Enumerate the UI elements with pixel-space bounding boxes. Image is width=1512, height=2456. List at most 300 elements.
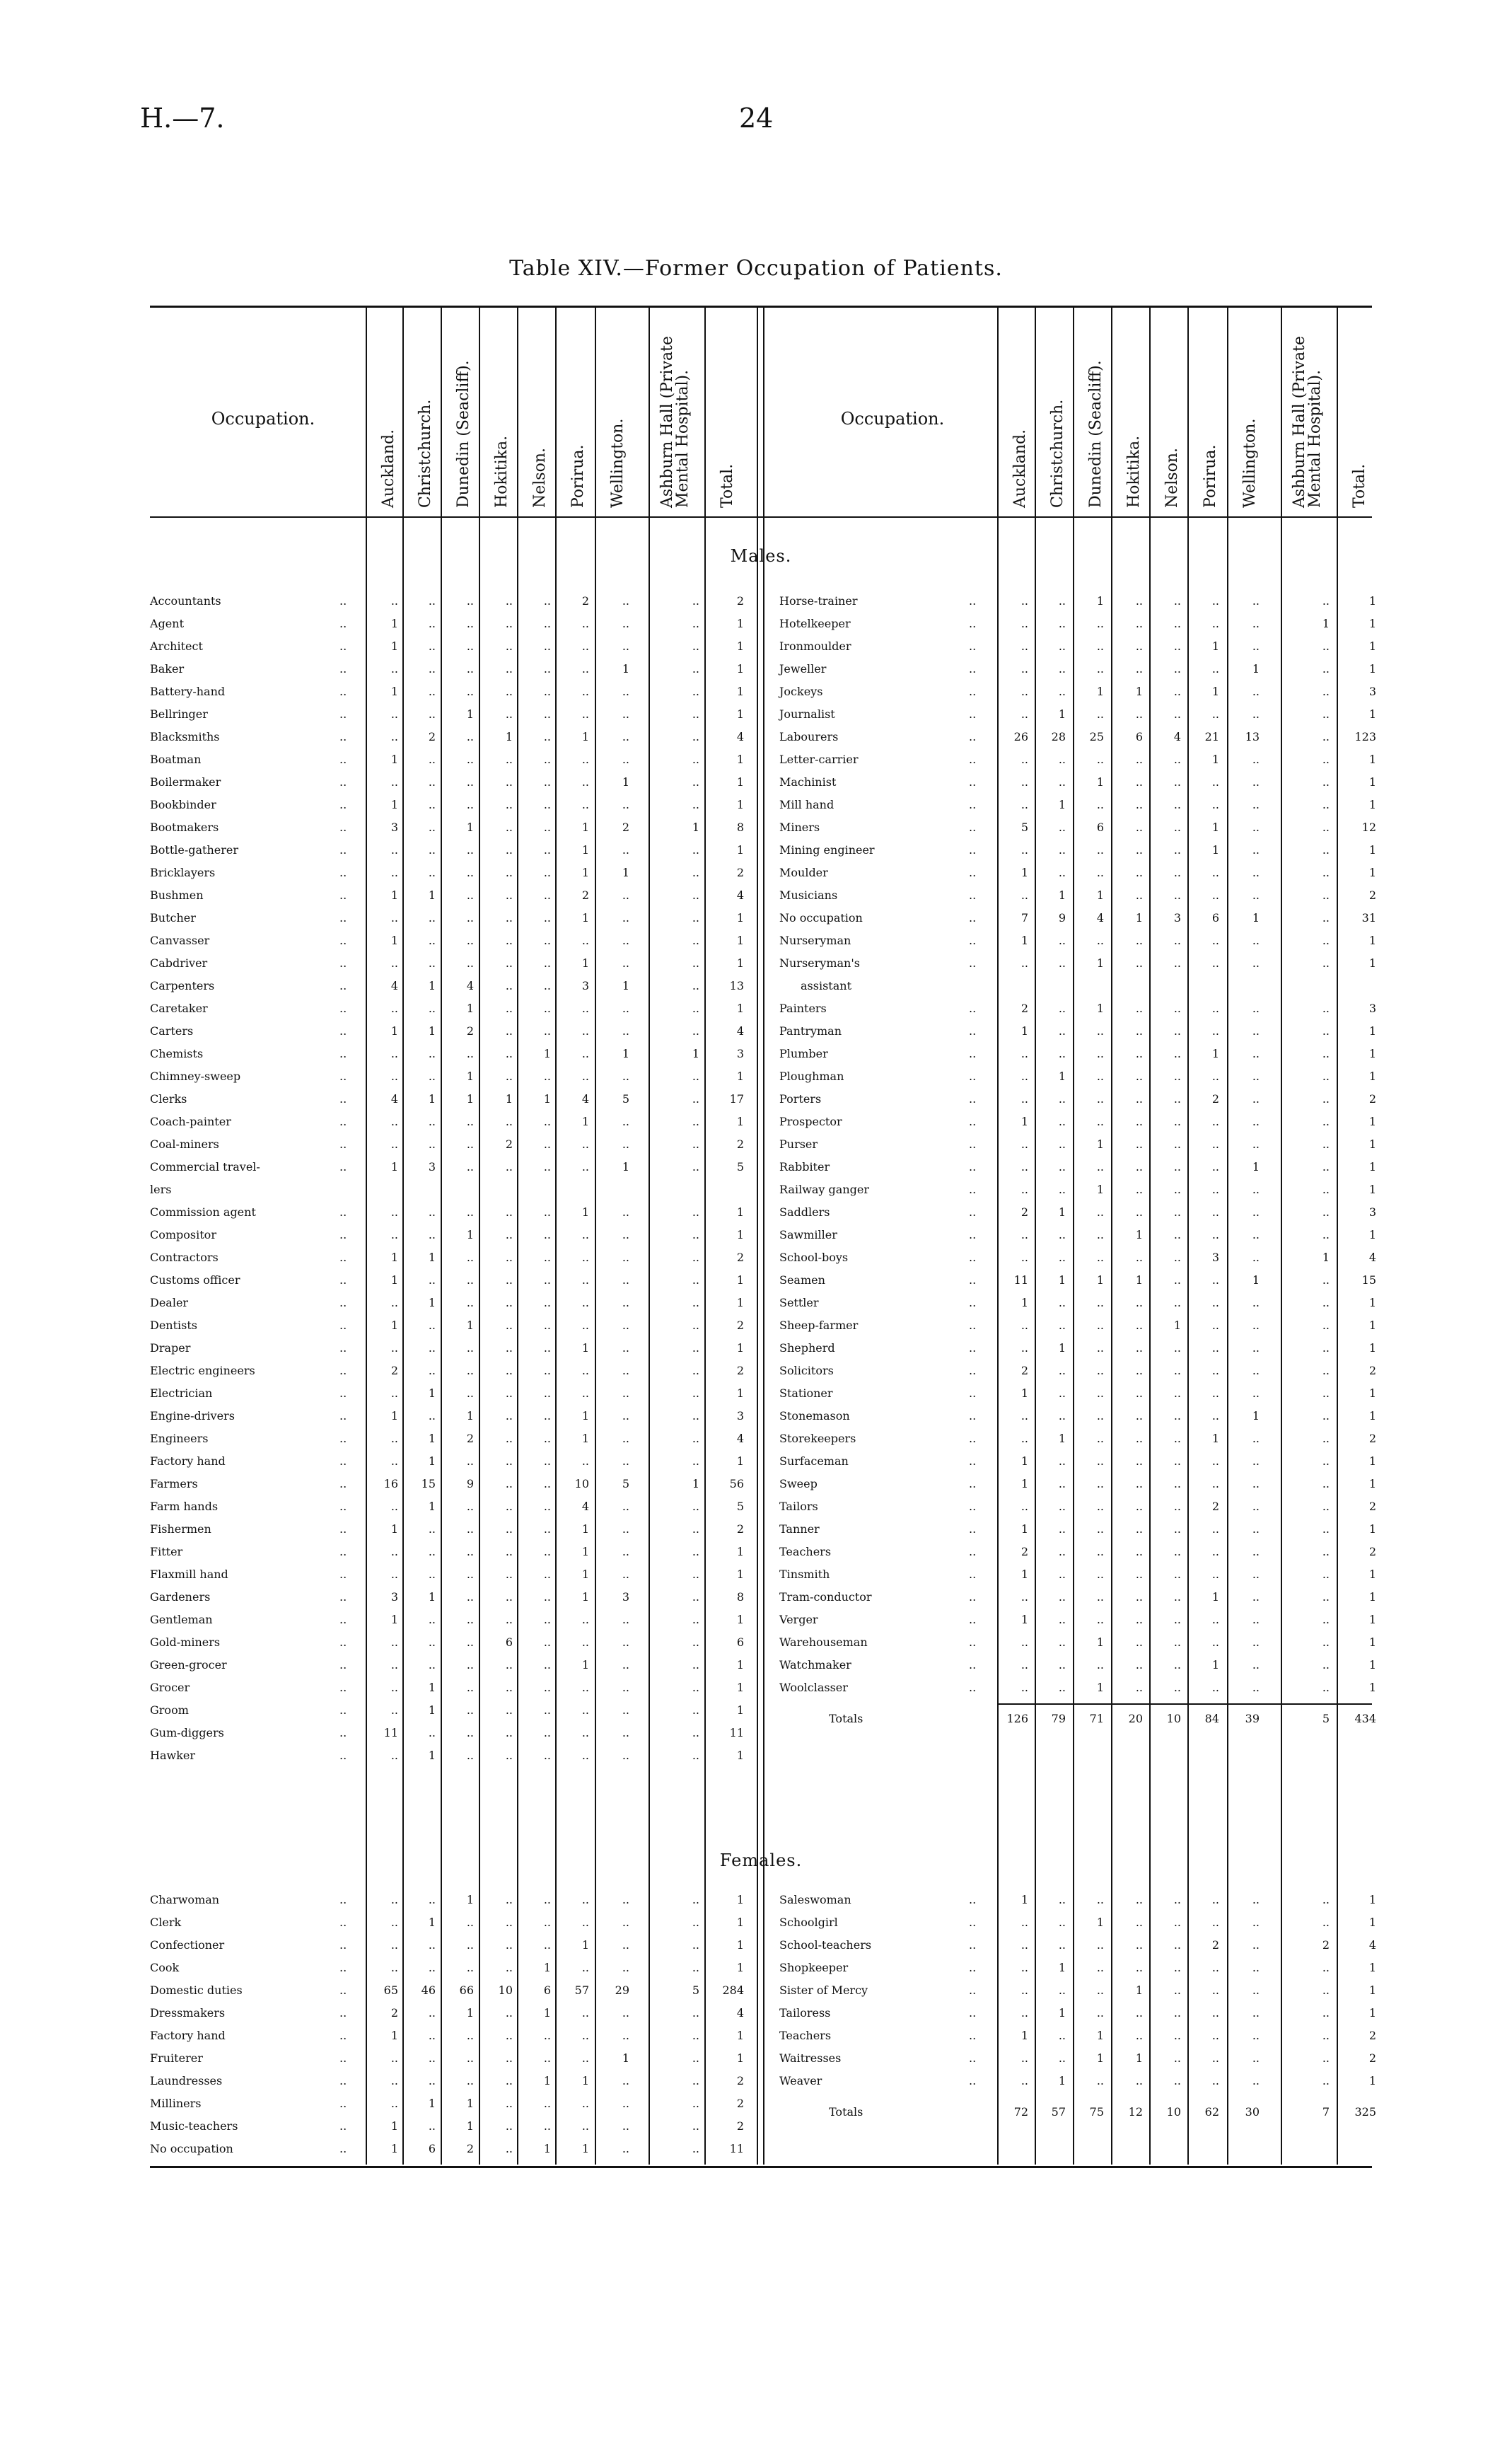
- table-cell: ..: [1211, 1024, 1219, 1038]
- table-cell: ..: [581, 1916, 589, 1929]
- occupation-name: Stonemason: [779, 1409, 850, 1423]
- table-cell: 1: [1368, 707, 1376, 721]
- column-header: [709, 306, 751, 512]
- table-cell: 1: [736, 1703, 744, 1717]
- table-row: [150, 1911, 772, 1934]
- table-cell: ..: [1058, 1160, 1066, 1174]
- leader-dots: ..: [969, 1364, 977, 1377]
- table-row: [150, 1224, 772, 1246]
- table-cell: ..: [390, 1893, 398, 1906]
- table-cell: 1: [466, 1409, 474, 1423]
- table-cell: 1: [1135, 1983, 1143, 1997]
- table-cell: 1: [390, 1273, 398, 1287]
- table-cell: ..: [692, 1522, 699, 1536]
- table-cell: ..: [505, 1228, 513, 1241]
- occupation-name: Farmers: [150, 1477, 198, 1490]
- table-cell: ..: [543, 662, 551, 676]
- table-row: [779, 658, 1402, 680]
- table-cell: 2: [736, 1137, 744, 1151]
- table-cell: 1: [390, 753, 398, 766]
- occupation-name: Butcher: [150, 911, 196, 925]
- leader-dots: ..: [339, 1522, 347, 1536]
- table-cell: 1: [1322, 617, 1330, 630]
- table-cell: ..: [1135, 1386, 1143, 1400]
- table-cell: 1: [1211, 843, 1219, 857]
- table-row: [779, 1133, 1402, 1156]
- table-cell: ..: [1322, 1477, 1330, 1490]
- table-cell: 1: [1368, 1454, 1376, 1468]
- table-row: [150, 907, 772, 929]
- occupation-name: Sister of Mercy: [779, 1983, 868, 1997]
- table-cell: ..: [1020, 617, 1028, 630]
- table-cell: ..: [390, 1916, 398, 1929]
- table-cell: ..: [390, 2097, 398, 2110]
- table-cell: ..: [466, 934, 474, 947]
- leader-dots: ..: [969, 1251, 977, 1264]
- leader-dots: ..: [339, 1983, 347, 1997]
- table-row: [150, 1541, 772, 1563]
- table-cell: ..: [1135, 1137, 1143, 1151]
- table-cell: 1: [1368, 662, 1376, 676]
- table-cell: 2: [466, 1024, 474, 1038]
- table-cell: ..: [581, 1961, 589, 1974]
- table-row: [150, 1586, 772, 1609]
- table-cell: ..: [581, 2097, 589, 2110]
- table-cell: ..: [1058, 1983, 1066, 1997]
- table-cell: ..: [1173, 662, 1181, 676]
- table-row: [779, 1676, 1402, 1699]
- table-cell: 1: [736, 1916, 744, 1929]
- table-cell: ..: [1252, 1635, 1260, 1649]
- table-cell: ..: [1322, 1024, 1330, 1038]
- table-row: [150, 1246, 772, 1269]
- table-cell: ..: [692, 1341, 699, 1355]
- table-cell: ..: [466, 1635, 474, 1649]
- table-cell: ..: [581, 1228, 589, 1241]
- table-cell: ..: [1058, 1893, 1066, 1906]
- table-cell: ..: [622, 1115, 629, 1128]
- table-cell: ..: [466, 1703, 474, 1717]
- occupation-name: Bottle-gatherer: [150, 843, 238, 857]
- occupation-name: Carters: [150, 1024, 194, 1038]
- occupation-name: Commission agent: [150, 1205, 256, 1219]
- table-cell: ..: [1322, 1983, 1330, 1997]
- leader-dots: ..: [339, 1273, 347, 1287]
- table-cell: 1: [1252, 1160, 1260, 1174]
- occupation-name: Bootmakers: [150, 821, 219, 834]
- table-cell: ..: [1058, 1319, 1066, 1332]
- table-cell: ..: [505, 1364, 513, 1377]
- table-cell: ..: [390, 911, 398, 925]
- leader-dots: ..: [339, 888, 347, 902]
- table-cell: ..: [466, 1658, 474, 1672]
- table-cell: 1: [1211, 639, 1219, 653]
- table-row: [779, 2070, 1402, 2092]
- table-cell: ..: [1135, 956, 1143, 970]
- table-cell: 1: [466, 707, 474, 721]
- table-cell: ..: [1173, 1047, 1181, 1060]
- table-cell: 1: [736, 956, 744, 970]
- table-cell: 1: [736, 775, 744, 789]
- table-cell: ..: [1020, 753, 1028, 766]
- table-cell: ..: [390, 956, 398, 970]
- table-cell: ..: [581, 1319, 589, 1332]
- table-cell: 1: [736, 1893, 744, 1906]
- table-cell: ..: [1135, 1658, 1143, 1672]
- table-cell: ..: [428, 1409, 436, 1423]
- table-row: [779, 1065, 1402, 1088]
- table-cell: ..: [692, 1070, 699, 1083]
- table-cell: 1: [1020, 1115, 1028, 1128]
- table-cell: ..: [505, 775, 513, 789]
- table-cell: ..: [1322, 1183, 1330, 1196]
- table-cell: ..: [1252, 1251, 1260, 1264]
- table-cell: ..: [622, 1137, 629, 1151]
- table-cell: 1: [543, 2142, 551, 2155]
- occupation-name: Blacksmiths: [150, 730, 220, 743]
- table-cell: ..: [1096, 662, 1104, 676]
- table-cell: 1: [543, 1961, 551, 1974]
- table-cell: 1: [1096, 1183, 1104, 1196]
- table-cell: ..: [1020, 1590, 1028, 1604]
- table-cell: ..: [692, 1228, 699, 1241]
- table-cell: ..: [581, 639, 589, 653]
- table-cell: 2: [1368, 1500, 1376, 1513]
- table-cell: 1: [390, 2029, 398, 2042]
- table-cell: ..: [1020, 1319, 1028, 1332]
- table-cell: ..: [1135, 1568, 1143, 1581]
- table-cell: ..: [1252, 866, 1260, 879]
- leader-dots: ..: [339, 1092, 347, 1106]
- occupation-name: Laundresses: [150, 2074, 223, 2087]
- table-cell: ..: [1173, 1658, 1181, 1672]
- column-header: [445, 306, 487, 512]
- table-cell: ..: [390, 1205, 398, 1219]
- table-cell: ..: [390, 1658, 398, 1672]
- table-cell: ..: [692, 685, 699, 698]
- table-cell: ..: [622, 730, 629, 743]
- table-cell: 1: [581, 843, 589, 857]
- occupation-name: Letter-carrier: [779, 753, 859, 766]
- table-cell: ..: [428, 821, 436, 834]
- leader-dots: ..: [339, 2119, 347, 2133]
- table-cell: ..: [428, 1893, 436, 1906]
- table-cell: ..: [622, 1658, 629, 1672]
- occupation-name: Shepherd: [779, 1341, 835, 1355]
- table-cell: ..: [505, 2119, 513, 2133]
- table-cell: ..: [543, 1635, 551, 1649]
- leader-dots: ..: [969, 753, 977, 766]
- table-cell: 5: [622, 1477, 629, 1490]
- table-cell: 6: [428, 2142, 436, 2155]
- table-cell: ..: [1322, 1341, 1330, 1355]
- table-cell: 1: [1368, 1590, 1376, 1604]
- table-cell: ..: [692, 1545, 699, 1558]
- table-cell: ..: [1135, 934, 1143, 947]
- table-cell: ..: [622, 2119, 629, 2133]
- table-cell: ..: [581, 1613, 589, 1626]
- table-cell: ..: [1173, 1961, 1181, 1974]
- table-cell: ..: [1096, 1938, 1104, 1952]
- table-row: [779, 1631, 1402, 1654]
- table-row: [779, 726, 1402, 748]
- leader-dots: ..: [339, 798, 347, 811]
- table-cell: 2: [1368, 1432, 1376, 1445]
- table-cell: ..: [1135, 1205, 1143, 1219]
- table-cell: ..: [1252, 1341, 1260, 1355]
- table-cell: 6: [1135, 730, 1143, 743]
- leader-dots: ..: [969, 888, 977, 902]
- occupation-name: Seamen: [779, 1273, 825, 1287]
- table-cell: 6: [543, 1983, 551, 1997]
- table-cell: ..: [1058, 1545, 1066, 1558]
- table-cell: ..: [1173, 775, 1181, 789]
- table-cell: 10: [498, 1983, 513, 1997]
- table-cell: ..: [505, 1160, 513, 1174]
- table-cell: 1: [1135, 1228, 1143, 1241]
- table-cell: ..: [1252, 1296, 1260, 1309]
- table-cell: ..: [543, 1409, 551, 1423]
- table-cell: ..: [1211, 1961, 1219, 1974]
- table-cell: ..: [1322, 1500, 1330, 1513]
- table-row: [150, 1156, 772, 1196]
- table-cell: ..: [390, 1296, 398, 1309]
- table-cell: ..: [692, 1590, 699, 1604]
- table-cell: ..: [466, 2074, 474, 2087]
- leader-dots: ..: [969, 911, 977, 925]
- table-cell: 1: [736, 1681, 744, 1694]
- table-cell: ..: [466, 1251, 474, 1264]
- occupation-name: Engine-drivers: [150, 1409, 235, 1423]
- table-cell: ..: [1135, 1635, 1143, 1649]
- table-cell: 28: [1051, 730, 1066, 743]
- table-row: [779, 1405, 1402, 1427]
- leader-dots: ..: [339, 753, 347, 766]
- table-cell: ..: [1096, 1228, 1104, 1241]
- table-cell: 1: [390, 1522, 398, 1536]
- table-row: [779, 794, 1402, 816]
- table-cell: 4: [390, 1092, 398, 1106]
- table-cell: ..: [466, 1590, 474, 1604]
- table-row: [150, 975, 772, 997]
- occupation-name: Grocer: [150, 1681, 190, 1694]
- table-cell: 1: [736, 1938, 744, 1952]
- column-header: [1285, 306, 1327, 512]
- table-cell: ..: [692, 662, 699, 676]
- table-cell: ..: [428, 1364, 436, 1377]
- table-cell: ..: [390, 730, 398, 743]
- leader-dots: ..: [339, 2074, 347, 2087]
- table-cell: ..: [1135, 1070, 1143, 1083]
- table-cell: ..: [466, 888, 474, 902]
- table-cell: ..: [505, 753, 513, 766]
- table-cell: ..: [505, 2029, 513, 2042]
- table-cell: 1: [736, 934, 744, 947]
- table-cell: ..: [543, 1364, 551, 1377]
- table-cell: ..: [543, 866, 551, 879]
- table-cell: 4: [1368, 1938, 1376, 1952]
- table-cell: 16: [383, 1477, 398, 1490]
- table-cell: 4: [736, 888, 744, 902]
- table-cell: 15: [421, 1477, 436, 1490]
- table-cell: 1: [390, 934, 398, 947]
- table-cell: 4: [390, 979, 398, 992]
- table-cell: ..: [622, 1432, 629, 1445]
- leader-dots: ..: [339, 1205, 347, 1219]
- table-cell: 1: [1211, 821, 1219, 834]
- table-cell: 9: [466, 1477, 474, 1490]
- table-cell: ..: [1252, 1115, 1260, 1128]
- table-cell: ..: [428, 1635, 436, 1649]
- table-cell: ..: [466, 1726, 474, 1739]
- table-cell: ..: [390, 1115, 398, 1128]
- column-header: [653, 306, 695, 512]
- table-cell: 1: [1368, 1319, 1376, 1332]
- table-cell: ..: [505, 1658, 513, 1672]
- leader-dots: ..: [339, 662, 347, 676]
- table-row: [779, 1911, 1402, 1934]
- occupation-name: Moulder: [779, 866, 828, 879]
- table-cell: ..: [622, 2142, 629, 2155]
- table-cell: 1: [390, 1613, 398, 1626]
- occupation-name: Boatman: [150, 753, 202, 766]
- table-cell: ..: [1020, 2074, 1028, 2087]
- table-cell: 1: [1096, 594, 1104, 608]
- table-cell: ..: [390, 662, 398, 676]
- table-cell: 26: [1013, 730, 1028, 743]
- table-cell: 1: [1368, 1983, 1376, 1997]
- table-cell: 1: [581, 1568, 589, 1581]
- table-cell: 12: [1361, 821, 1376, 834]
- table-cell: ..: [1096, 934, 1104, 947]
- table-cell: ..: [1173, 821, 1181, 834]
- table-cell: 1: [736, 639, 744, 653]
- table-cell: 1: [1096, 775, 1104, 789]
- table-cell: ..: [1020, 1635, 1028, 1649]
- table-cell: ..: [1058, 1454, 1066, 1468]
- table-cell: ..: [428, 1002, 436, 1015]
- table-cell: 20: [1128, 1712, 1143, 1725]
- leader-dots: ..: [339, 979, 347, 992]
- table-cell: ..: [1173, 1893, 1181, 1906]
- table-row: [779, 1495, 1402, 1518]
- table-cell: 1: [390, 1251, 398, 1264]
- table-row: [779, 1337, 1402, 1360]
- table-cell: ..: [1173, 1251, 1181, 1264]
- table-cell: ..: [1211, 2006, 1219, 2020]
- table-row: [150, 2070, 772, 2092]
- table-cell: ..: [1211, 1409, 1219, 1423]
- table-cell: ..: [1252, 1454, 1260, 1468]
- table-cell: 1: [622, 2051, 629, 2065]
- table-cell: 2: [736, 2097, 744, 2110]
- table-cell: ..: [1322, 1681, 1330, 1694]
- table-cell: ..: [1173, 685, 1181, 698]
- table-cell: ..: [1211, 1183, 1219, 1196]
- table-cell: ..: [622, 1893, 629, 1906]
- table-cell: ..: [1096, 1092, 1104, 1106]
- table-cell: ..: [1096, 753, 1104, 766]
- table-cell: 2: [736, 1522, 744, 1536]
- occupation-name: Railway ganger: [779, 1183, 869, 1196]
- occupation-name: Nurseryman's: [779, 956, 860, 970]
- table-cell: 1: [1058, 1341, 1066, 1355]
- occupation-name: Fishermen: [150, 1522, 211, 1536]
- table-cell: 2: [466, 1432, 474, 1445]
- table-cell: 1: [1020, 934, 1028, 947]
- leader-dots: ..: [969, 1961, 977, 1974]
- table-cell: 1: [1058, 798, 1066, 811]
- occupation-name: Cook: [150, 1961, 180, 1974]
- leader-dots: ..: [969, 2074, 977, 2087]
- table-row: [779, 2002, 1402, 2025]
- table-cell: ..: [622, 1251, 629, 1264]
- table-cell: ..: [1058, 1500, 1066, 1513]
- occupation-name: Baker: [150, 662, 185, 676]
- table-row: [150, 1337, 772, 1360]
- table-cell: ..: [1135, 1454, 1143, 1468]
- table-cell: ..: [1322, 934, 1330, 947]
- table-cell: ..: [622, 1228, 629, 1241]
- table-cell: 1: [1368, 1070, 1376, 1083]
- table-cell: ..: [1058, 639, 1066, 653]
- table-row: [150, 1405, 772, 1427]
- table-row: [779, 771, 1402, 794]
- table-cell: 1: [390, 2119, 398, 2133]
- occupation-name: Cabdriver: [150, 956, 208, 970]
- occupation-name: Milliners: [150, 2097, 202, 2110]
- table-row: [779, 1246, 1402, 1269]
- table-row: [779, 2025, 1402, 2047]
- table-cell: ..: [1058, 866, 1066, 879]
- leader-dots: ..: [339, 1024, 347, 1038]
- table-cell: ..: [428, 775, 436, 789]
- table-cell: ..: [543, 617, 551, 630]
- table-cell: ..: [1252, 1500, 1260, 1513]
- occupation-name: Gum-diggers: [150, 1726, 224, 1739]
- table-cell: ..: [692, 798, 699, 811]
- table-cell: ..: [1096, 1319, 1104, 1332]
- table-cell: ..: [1322, 1658, 1330, 1672]
- table-cell: 1: [1368, 1047, 1376, 1060]
- table-cell: ..: [1322, 685, 1330, 698]
- table-row: [150, 1020, 772, 1043]
- table-cell: ..: [1020, 1961, 1028, 1974]
- column-header-label: Hokitika.: [493, 435, 511, 508]
- table-cell: ..: [428, 1613, 436, 1626]
- table-cell: ..: [543, 730, 551, 743]
- table-cell: ..: [622, 798, 629, 811]
- table-cell: ..: [428, 843, 436, 857]
- table-cell: 1: [1368, 1477, 1376, 1490]
- table-cell: ..: [1058, 1635, 1066, 1649]
- leader-dots: ..: [969, 1916, 977, 1929]
- table-cell: ..: [1020, 1251, 1028, 1264]
- table-cell: ..: [1173, 1183, 1181, 1196]
- table-cell: ..: [622, 685, 629, 698]
- table-cell: ..: [1211, 1070, 1219, 1083]
- table-cell: 15: [1361, 1273, 1376, 1287]
- table-cell: ..: [1135, 2029, 1143, 2042]
- table-cell: ..: [1058, 594, 1066, 608]
- table-cell: ..: [1173, 843, 1181, 857]
- table-cell: ..: [1322, 843, 1330, 857]
- occupation-name: Teachers: [779, 1545, 832, 1558]
- table-cell: 66: [459, 1983, 474, 1997]
- table-cell: ..: [428, 617, 436, 630]
- table-cell: ..: [1173, 1228, 1181, 1241]
- table-cell: ..: [692, 707, 699, 721]
